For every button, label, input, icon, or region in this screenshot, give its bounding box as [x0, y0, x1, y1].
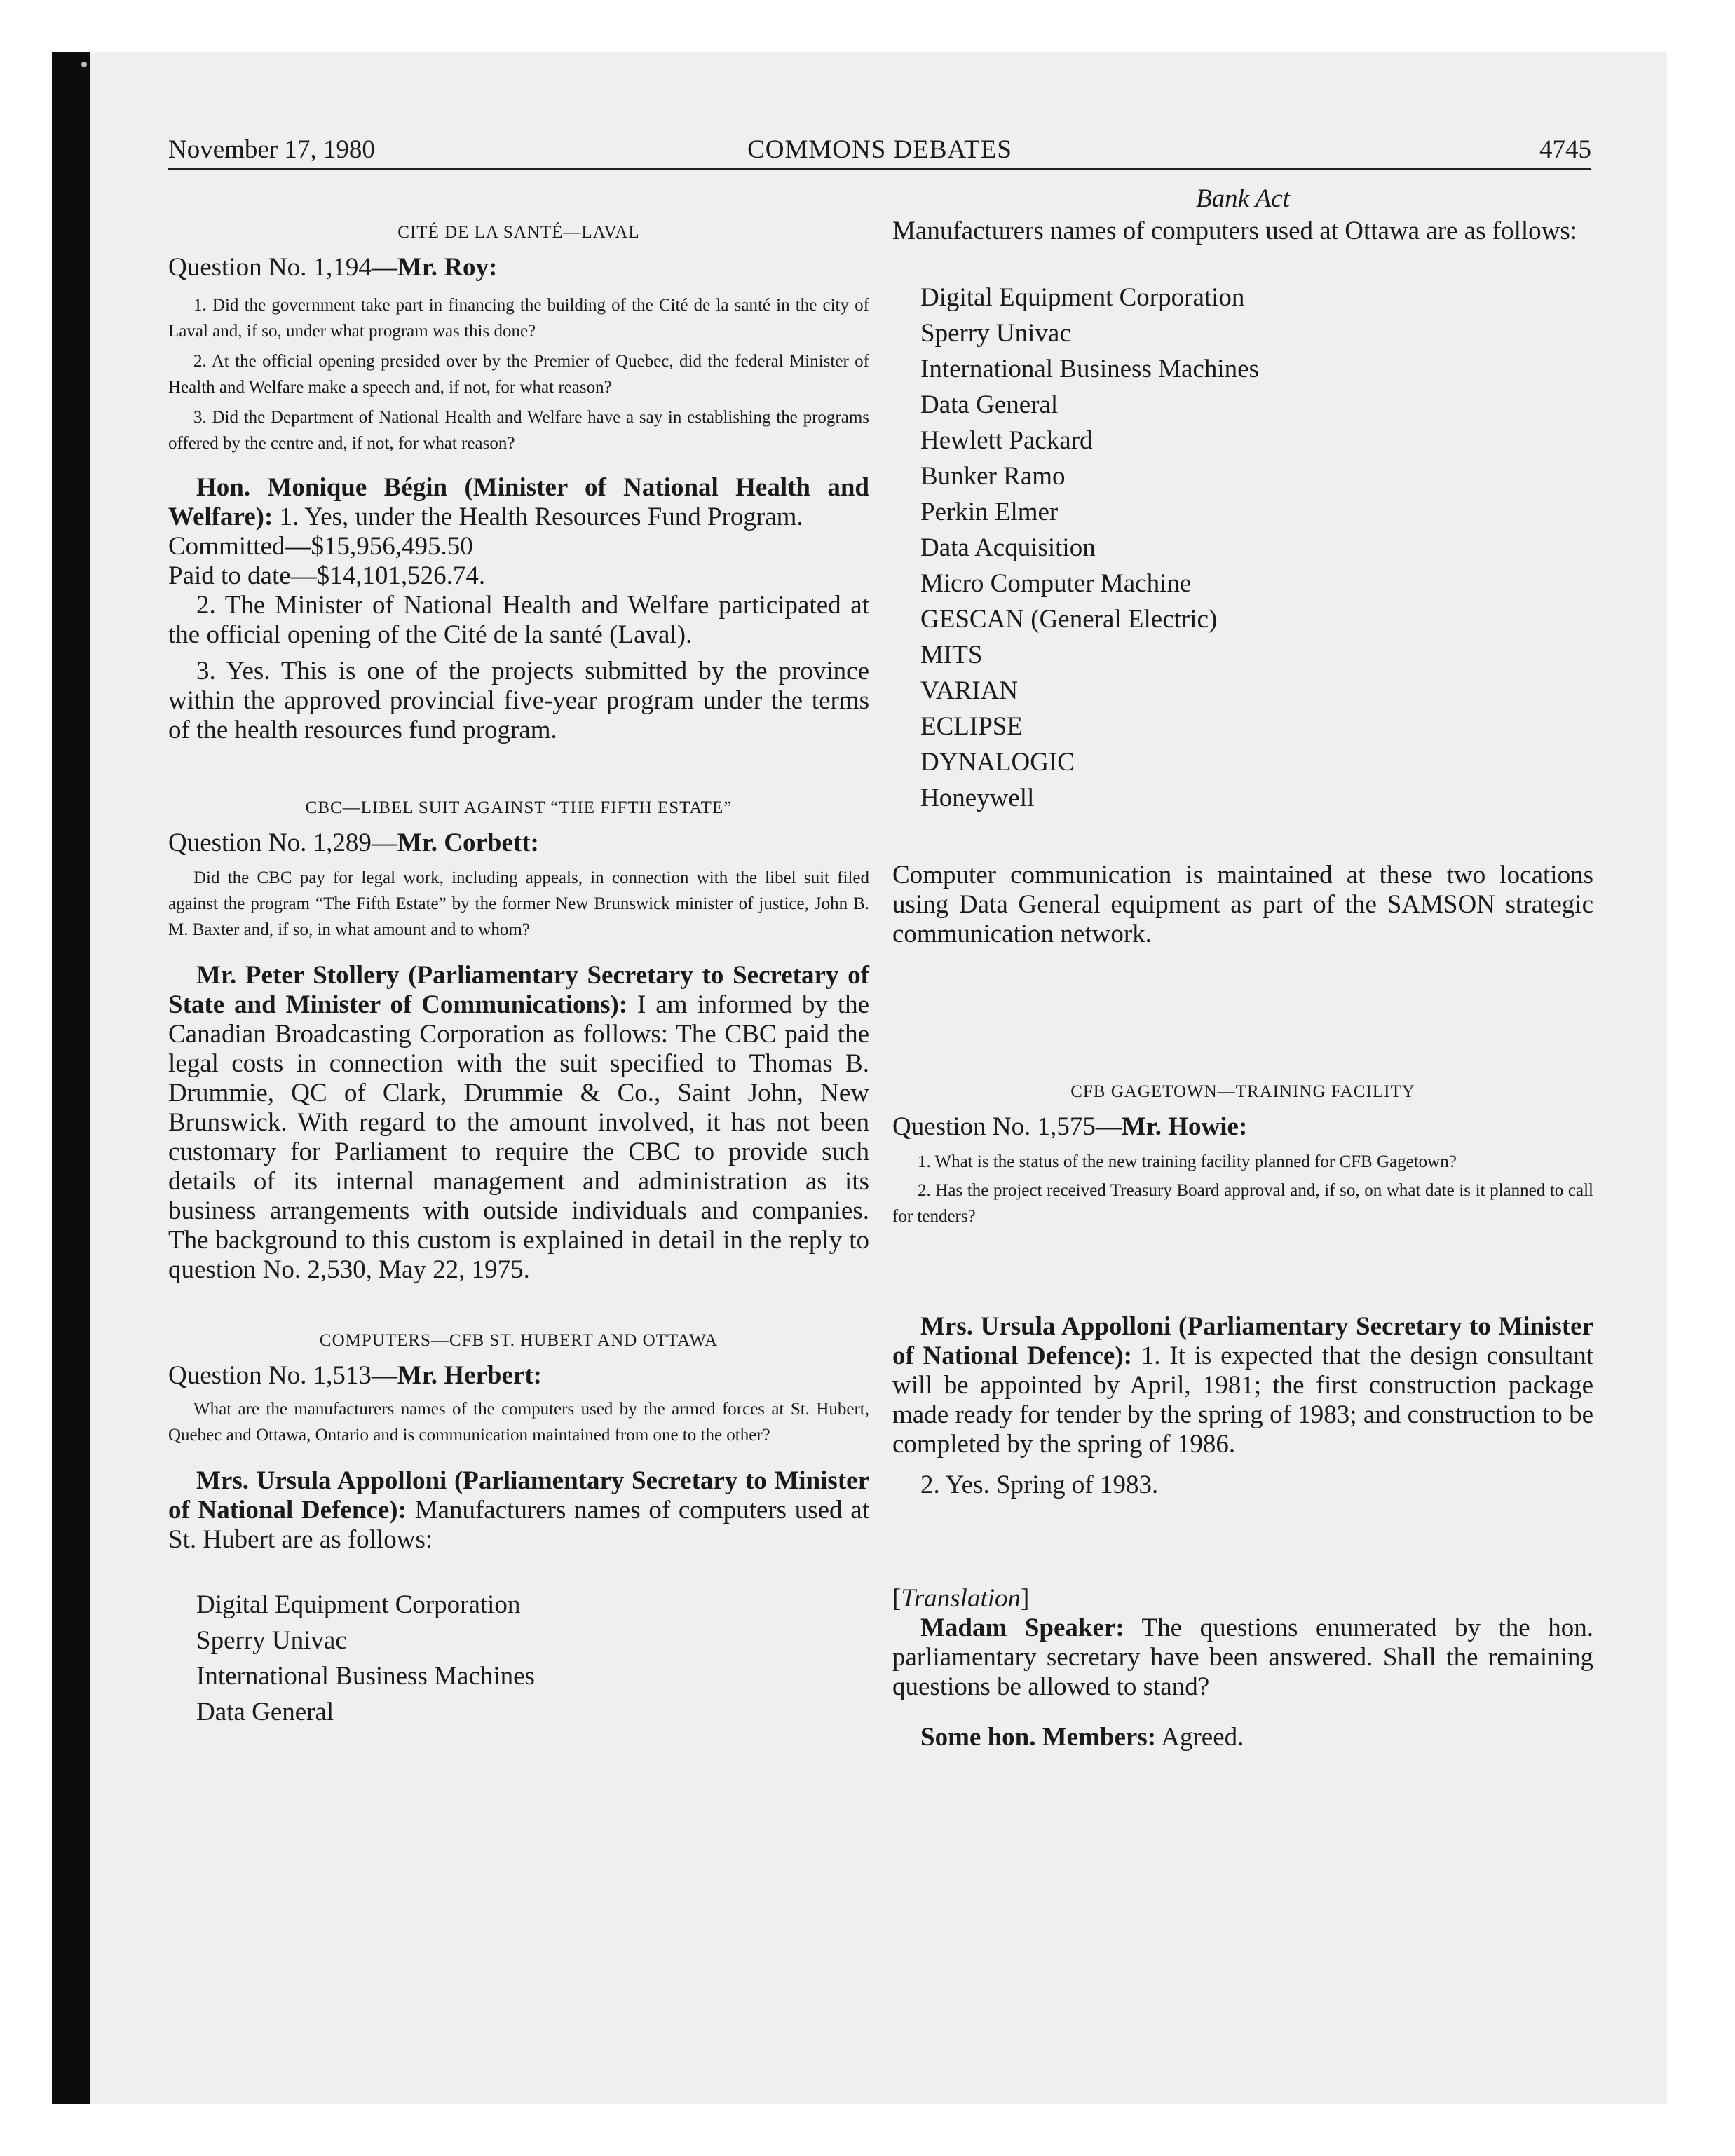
list-item: Digital Equipment Corporation [196, 1590, 521, 1619]
list-item: Data Acquisition [920, 533, 1096, 562]
question-number: Question No. 1,289— [168, 828, 397, 857]
list-item: Honeywell [920, 784, 1035, 812]
list-item: DYNALOGIC [920, 748, 1075, 777]
list-item: Data General [920, 390, 1059, 419]
translation-label: Translation [901, 1584, 1021, 1613]
members-paragraph [892, 1723, 1593, 1752]
question-line [168, 252, 869, 282]
header-date: November 17, 1980 [168, 135, 375, 164]
answer-paragraph: 2. Yes. Spring of 1983. [920, 1471, 1159, 1499]
list-item: ECLIPSE [920, 712, 1023, 741]
answerer-name: Mr. Peter Stollery (Parliamentary Secretary to Secretary of State and Minister of Communications): [168, 961, 869, 1019]
list-item: GESCAN (General Electric) [920, 605, 1218, 634]
left-column [168, 184, 869, 1730]
list-item: MITS [920, 641, 983, 669]
list-item: Sperry Univac [196, 1626, 347, 1655]
list-item: International Business Machines [920, 355, 1259, 383]
hole-punch-mark [81, 62, 87, 67]
question-item: 1. What is the status of the new training facility planned for CFB Gagetown? [918, 1152, 1457, 1171]
header-title: COMMONS DEBATES [747, 135, 1012, 164]
question-item: Did the CBC pay for legal work, including appeals, in connection with the libel suit filed against the program “The Fifth Estate” by the former New Brunswick minister of justice, John B. M. Baxter and, if so, in what amount and to whom? [168, 868, 869, 939]
section-heading: CFB GAGETOWN—TRAINING FACILITY [1070, 1082, 1415, 1101]
section-heading: CBC—LIBEL SUIT AGAINST “THE FIFTH ESTATE” [305, 798, 733, 817]
answer-paragraph [168, 473, 869, 532]
communication-paragraph: Computer communication is maintained at these two locations using Data General equipment as part of the SAMSON strategic communication network. [892, 861, 1593, 948]
list-item: Sperry Univac [920, 319, 1071, 348]
asker-name: Mr. Corbett: [397, 828, 539, 857]
question-line [168, 1360, 869, 1391]
list-item: Bunker Ramo [920, 462, 1066, 491]
paid-amount: Paid to date—$14,101,526.74. [168, 561, 486, 590]
question-item: 2. At the official opening presided over by the Premier of Quebec, did the federal Minister of Health and Welfare make a speech and, if not, for what reason? [168, 352, 869, 397]
right-column [892, 184, 1593, 1752]
answer-text: 1. It is expected that the design consultant will be appointed by April, 1981; the first construction package made ready for tender by the spring of 1983; and construction to be completed by the spring of 1986. [892, 1342, 1594, 1459]
list-item: International Business Machines [196, 1662, 535, 1691]
question-number: Question No. 1,513— [168, 1361, 397, 1390]
answer-text: 1. Yes, under the Health Resources Fund Program. [273, 503, 803, 531]
ottawa-intro: Manufacturers names of computers used at Ottawa are as follows: [892, 217, 1578, 245]
asker-name: Mr. Howie: [1121, 1112, 1248, 1141]
list-item: Digital Equipment Corporation [920, 283, 1245, 312]
list-item: Hewlett Packard [920, 426, 1093, 455]
continued-heading: Bank Act [1196, 184, 1290, 213]
question-item: 3. Did the Department of National Health and Welfare have a say in establishing the programs offered by the centre and, if not, for what reason? [168, 408, 869, 453]
members-label: Some hon. Members: [920, 1723, 1157, 1752]
answerer-name: Mrs. Ursula Appolloni (Parliamentary Secretary to Minister of National Defence): [892, 1312, 1593, 1370]
answerer-name: Mrs. Ursula Appolloni (Parliamentary Secretary to Minister of National Defence): [168, 1466, 869, 1524]
question-line [168, 828, 869, 858]
binding-edge [52, 52, 90, 2104]
list-item: Micro Computer Machine [920, 569, 1192, 598]
answer-text: I am informed by the Canadian Broadcasting Corporation as follows: The CBC paid the legal costs in connection with the suit specified to Thomas B. Drummie, QC of Clark, Drummie & Co., Saint John, New Brunswick. With regard to the amount involved, it has not been customary for Parliament to require the CBC to provide such details of its internal management and administration as its business arrangements with outside individuals and companies. The background to this custom is explained in detail in the reply to question No. 2,530, May 22, 1975. [168, 990, 870, 1284]
ottawa-computer-list [892, 280, 1593, 816]
section-heading: COMPUTERS—CFB ST. HUBERT AND OTTAWA [319, 1331, 719, 1350]
speaker-paragraph [892, 1613, 1593, 1702]
list-item: Data General [196, 1698, 334, 1726]
page-number: 4745 [1539, 135, 1591, 164]
question-line [892, 1112, 1593, 1142]
committed-amount: Committed—$15,956,495.50 [168, 532, 473, 561]
speaker-name: Madam Speaker: [920, 1613, 1124, 1642]
answer-paragraph: 2. The Minister of National Health and Welfare participated at the official opening of the Cité de la santé (Laval). [168, 591, 869, 649]
question-number: Question No. 1,575— [892, 1112, 1122, 1141]
translation-note: [Translation] [892, 1584, 1030, 1613]
question-item: 2. Has the project received Treasury Board approval and, if so, on what date is it planned to call for tenders? [892, 1181, 1593, 1226]
answerer-name: Hon. Monique Bégin (Minister of National Health and Welfare): [168, 473, 869, 531]
asker-name: Mr. Herbert: [397, 1361, 542, 1390]
st-hubert-computer-list [168, 1587, 869, 1730]
answer-paragraph [168, 1466, 869, 1555]
question-item: 1. Did the government take part in financing the building of the Cité de la santé in the city of Laval and, if so, under what program was this done? [168, 296, 869, 341]
answer-paragraph: 3. Yes. This is one of the projects submitted by the province within the approved provincial five-year program under the terms of the health resources fund program. [168, 657, 869, 744]
answer-paragraph [168, 961, 869, 1285]
asker-name: Mr. Roy: [397, 253, 498, 282]
list-item: VARIAN [920, 676, 1019, 705]
list-item: Perkin Elmer [920, 498, 1059, 526]
running-head [168, 132, 1591, 170]
question-number: Question No. 1,194— [168, 253, 397, 282]
answer-text: Manufacturers names of computers used at St. Hubert are as follows: [168, 1496, 869, 1554]
section-heading: CITÉ DE LA SANTÉ—LAVAL [397, 223, 640, 242]
speaker-text: The questions enumerated by the hon. parliamentary secretary have been answered. Shall the remaining questions be allowed to stand? [892, 1613, 1593, 1701]
members-text: Agreed. [1156, 1723, 1244, 1752]
question-item: What are the manufacturers names of the computers used by the armed forces at St. Hubert, Quebec and Ottawa, Ontario and is communication maintained from one to the other? [168, 1400, 869, 1445]
answer-paragraph [892, 1312, 1593, 1459]
